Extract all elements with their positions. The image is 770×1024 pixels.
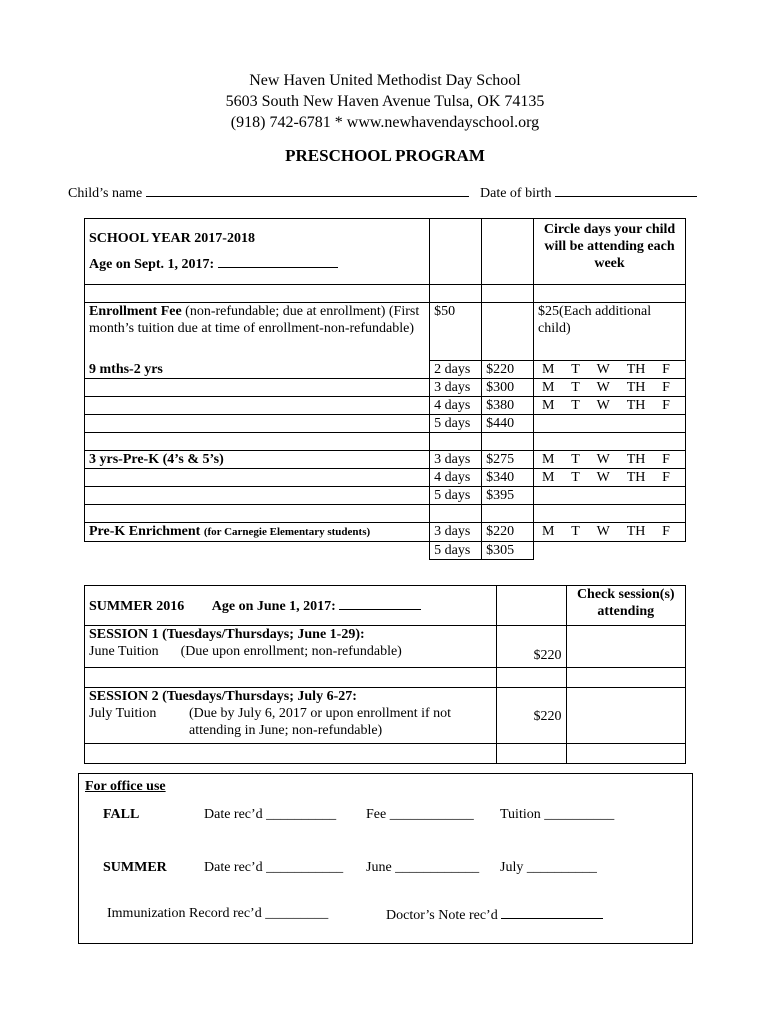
- day-w[interactable]: W: [596, 380, 610, 395]
- dob-label: Date of birth: [480, 186, 552, 201]
- session2-heading: SESSION 2 (Tuesdays/Thursdays; July 6-27:: [89, 689, 357, 704]
- circle-days-row[interactable]: [534, 379, 686, 397]
- office-summer-date[interactable]: Date rec’d ___________: [204, 860, 344, 875]
- circle-days-row[interactable]: [534, 469, 686, 487]
- age-sept-label: Age on Sept. 1, 2017:: [89, 257, 215, 272]
- day-w[interactable]: W: [596, 524, 610, 539]
- day-w[interactable]: W: [596, 362, 610, 377]
- session1-note: (Due upon enrollment; non-refundable): [180, 644, 402, 659]
- day-w[interactable]: W: [596, 398, 610, 413]
- day-th[interactable]: TH: [626, 362, 646, 377]
- day-th[interactable]: TH: [626, 524, 646, 539]
- office-immunization[interactable]: Immunization Record rec’d _________: [107, 906, 329, 921]
- age-sept-line[interactable]: [218, 255, 338, 268]
- day-w[interactable]: W: [596, 452, 610, 467]
- table-cell-price: $300: [482, 379, 534, 397]
- group-infant-label: 9 mths-2 yrs: [85, 361, 430, 379]
- table-cell-price: $220: [482, 361, 534, 379]
- day-t[interactable]: T: [571, 524, 580, 539]
- table-cell-days: 5 days: [430, 542, 482, 560]
- day-th[interactable]: TH: [626, 470, 646, 485]
- group-enrichment-cell: [85, 523, 430, 542]
- day-m[interactable]: M: [542, 362, 555, 377]
- school-contact: (918) 742-6781 * www.newhavendayschool.org: [230, 114, 540, 131]
- table-cell-price: $440: [482, 415, 534, 433]
- child-name-field[interactable]: [68, 184, 469, 202]
- session1-cell: [85, 626, 497, 668]
- session1-check[interactable]: [566, 626, 685, 668]
- table-cell-days: 5 days: [430, 487, 482, 505]
- group-prek-label: 3 yrs-Pre-K (4’s & 5’s): [85, 451, 430, 469]
- circle-days-heading: Circle days your child will be attending each week: [534, 219, 686, 285]
- table-cell-days: 3 days: [430, 451, 482, 469]
- day-f[interactable]: F: [662, 380, 670, 395]
- session2-note: (Due by July 6, 2017 or upon enrollment if not attending in June; non-refundable): [189, 706, 452, 738]
- table-cell-price: $305: [482, 542, 534, 560]
- day-f[interactable]: F: [662, 524, 670, 539]
- school-address: 5603 South New Haven Avenue Tulsa, OK 74135: [225, 93, 545, 110]
- office-heading: For office use: [85, 779, 166, 794]
- enrollment-extra-fee: $25(Each additional child): [534, 303, 686, 361]
- day-t[interactable]: T: [571, 380, 580, 395]
- day-t[interactable]: T: [571, 470, 580, 485]
- day-t[interactable]: T: [571, 362, 580, 377]
- day-f[interactable]: F: [662, 362, 670, 377]
- table-cell-price: $220: [482, 523, 534, 542]
- table-cell-price: $275: [482, 451, 534, 469]
- session2-label: July Tuition: [89, 706, 157, 721]
- summer-heading-cell: [85, 586, 497, 626]
- office-fall-date[interactable]: Date rec’d __________: [204, 807, 337, 822]
- circle-days-row[interactable]: [534, 361, 686, 379]
- session1-price: $220: [496, 626, 566, 668]
- day-t[interactable]: T: [571, 452, 580, 467]
- group-enrichment-label: Pre-K Enrichment: [89, 524, 201, 539]
- office-doctor-line[interactable]: [501, 906, 603, 919]
- day-th[interactable]: TH: [626, 452, 646, 467]
- enrollment-fee-cell: [85, 303, 430, 361]
- table-cell-days: 2 days: [430, 361, 482, 379]
- session2-price: $220: [496, 688, 566, 744]
- school-year-table: [84, 218, 686, 560]
- office-summer: SUMMER: [103, 860, 167, 875]
- age-sept-field[interactable]: [89, 255, 425, 273]
- enrollment-fee-amount: $50: [430, 303, 482, 361]
- session1-heading: SESSION 1 (Tuesdays/Thursdays; June 1-29):: [89, 627, 365, 642]
- day-m[interactable]: M: [542, 380, 555, 395]
- office-summer-june[interactable]: June ____________: [366, 860, 480, 875]
- page-title: PRESCHOOL PROGRAM: [285, 146, 485, 165]
- table-cell-days: 3 days: [430, 379, 482, 397]
- day-th[interactable]: TH: [626, 398, 646, 413]
- session2-cell: [85, 688, 497, 744]
- circle-days-row[interactable]: [534, 523, 686, 542]
- day-m[interactable]: M: [542, 398, 555, 413]
- circle-days-row[interactable]: [534, 451, 686, 469]
- day-t[interactable]: T: [571, 398, 580, 413]
- enrollment-fee-label: Enrollment Fee: [89, 304, 182, 319]
- age-june-label: Age on June 1, 2017:: [211, 598, 336, 614]
- office-fall-fee[interactable]: Fee ____________: [366, 807, 474, 822]
- circle-days-row[interactable]: [534, 397, 686, 415]
- dob-line[interactable]: [555, 184, 697, 197]
- table-cell-days: 5 days: [430, 415, 482, 433]
- office-summer-july[interactable]: July __________: [500, 860, 597, 875]
- age-june-line[interactable]: [339, 597, 421, 610]
- day-m[interactable]: M: [542, 452, 555, 467]
- child-name-line[interactable]: [146, 184, 469, 197]
- summer-table: [84, 585, 686, 764]
- office-fall-tuition[interactable]: Tuition __________: [500, 807, 615, 822]
- table-cell-days: 3 days: [430, 523, 482, 542]
- day-m[interactable]: M: [542, 470, 555, 485]
- dob-field[interactable]: [480, 184, 697, 202]
- session1-label: June Tuition: [89, 644, 159, 659]
- office-doctor-label: Doctor’s Note rec’d: [386, 908, 498, 923]
- session2-check[interactable]: [566, 688, 685, 744]
- school-year-heading-cell: [85, 219, 430, 285]
- day-th[interactable]: TH: [626, 380, 646, 395]
- child-name-label: Child’s name: [68, 186, 143, 201]
- school-name: New Haven United Methodist Day School: [249, 72, 521, 89]
- table-cell-days: 4 days: [430, 397, 482, 415]
- day-m[interactable]: M: [542, 524, 555, 539]
- table-cell-price: $380: [482, 397, 534, 415]
- group-enrichment-note: (for Carnegie Elementary students): [203, 526, 371, 538]
- day-w[interactable]: W: [596, 470, 610, 485]
- school-year-heading: SCHOOL YEAR 2017-2018: [89, 231, 255, 246]
- enrollment-fee-note: (non-refundable; due at enrollment) (First month’s tuition due at time of enrollment-non-refundable): [89, 304, 420, 336]
- table-cell-days: 4 days: [430, 469, 482, 487]
- office-doctor-note-field[interactable]: [386, 906, 603, 924]
- day-f[interactable]: F: [662, 398, 670, 413]
- office-use-box: [78, 773, 693, 944]
- summer-heading: SUMMER 2016: [89, 598, 185, 614]
- table-cell-price: $395: [482, 487, 534, 505]
- check-sessions-heading: Check session(s) attending: [566, 586, 685, 626]
- office-fall: FALL: [103, 807, 140, 822]
- day-f[interactable]: F: [662, 470, 670, 485]
- table-cell-price: $340: [482, 469, 534, 487]
- day-f[interactable]: F: [662, 452, 670, 467]
